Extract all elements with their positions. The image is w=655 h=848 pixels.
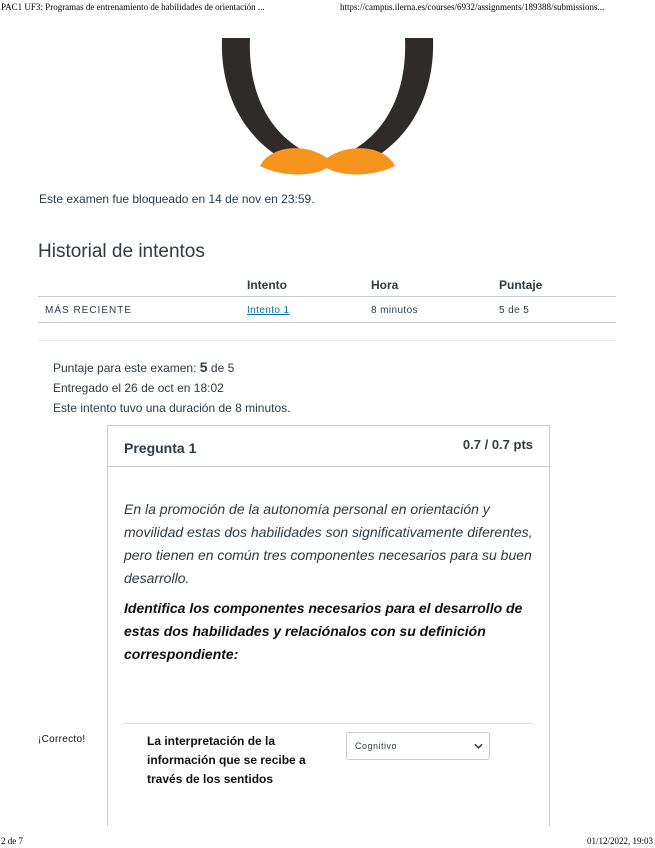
question-instruction: Identifica los componentes necesarios para el desarrollo de estas dos habilidades y relaciónalos con su definición correspondiente:	[124, 600, 523, 662]
attempt-duration: Este intento tuvo una duración de 8 minutos.	[53, 401, 291, 415]
table-header	[38, 276, 616, 297]
score-prefix: Puntaje para este examen:	[53, 361, 200, 375]
correct-badge: ¡Correcto!	[38, 734, 86, 745]
print-header-url: https://campus.ilerna.es/courses/6932/assignments/189388/submissions...	[340, 2, 605, 12]
locked-notice: Este examen fue bloqueado en 14 de nov en 23:59.	[39, 192, 315, 206]
answer-select-value: Cognitivo	[355, 741, 398, 751]
question-header	[108, 426, 549, 467]
print-datetime: 01/12/2022, 19:03	[586, 836, 653, 846]
column-header-score: Puntaje	[499, 278, 543, 292]
divider	[124, 723, 532, 724]
penguin-mascot-image	[220, 38, 435, 178]
question-points: 0.7 / 0.7 pts	[462, 437, 533, 452]
attempt-time: 8 minutos	[371, 305, 418, 316]
print-header	[0, 0, 655, 14]
attempt-history-table	[38, 276, 616, 323]
answer-prompt: La interpretación de la información que se recibe a través de los sentidos	[147, 734, 306, 786]
submitted-date: Entregado el 26 de oct en 18:02	[53, 381, 224, 395]
history-title: Historial de intentos	[38, 241, 205, 262]
print-header-title: PAC1 UF3: Programas de entrenamiento de habilidades de orientación ...	[1, 2, 265, 12]
answer-select[interactable]	[346, 732, 490, 760]
column-header-attempt: Intento	[247, 278, 287, 292]
print-footer	[0, 834, 655, 848]
score-value: 5	[199, 359, 208, 375]
attempt-summary	[53, 357, 291, 418]
question-text: En la promoción de la autonomía personal en orientación y movilidad estas dos habilidades son significativamente diferentes, pero tienen en común tres componentes necesarios para su buen desarrollo.	[124, 501, 533, 586]
question-card	[107, 425, 550, 826]
attempt-link[interactable]: Intento 1	[247, 305, 290, 316]
divider	[38, 340, 616, 341]
page-number: 2 de 7	[1, 836, 23, 846]
latest-label: MÁS RECIENTE	[45, 305, 133, 316]
score-line	[53, 357, 291, 378]
column-header-time: Hora	[371, 278, 399, 292]
chevron-down-icon	[474, 743, 483, 749]
table-row	[38, 297, 616, 323]
score-suffix: de 5	[207, 361, 235, 375]
question-title: Pregunta 1	[124, 440, 197, 456]
attempt-score: 5 de 5	[499, 305, 530, 316]
